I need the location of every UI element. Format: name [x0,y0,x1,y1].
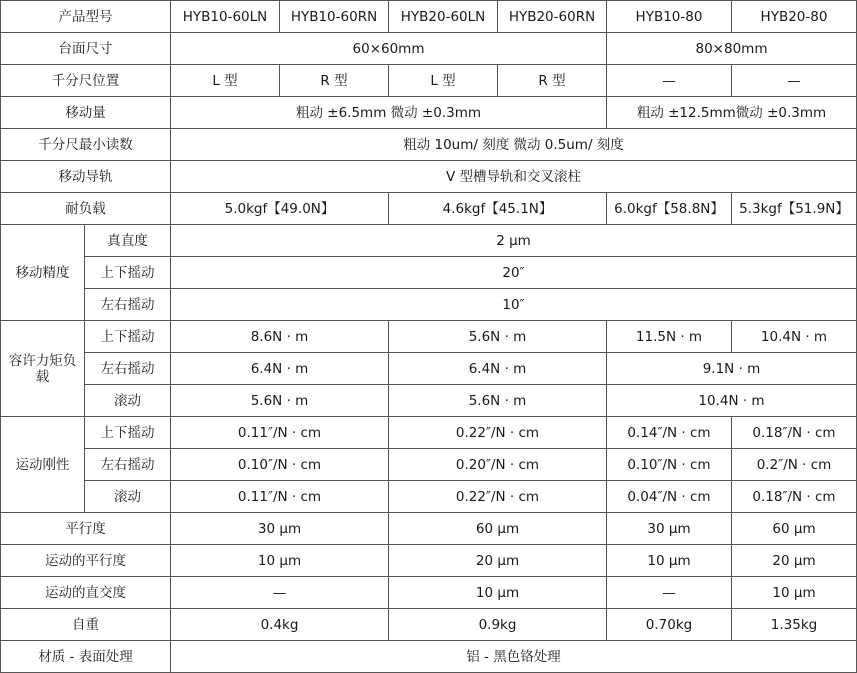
value-cell: 0.20″/N · cm [389,449,607,481]
value-cell: 粗动 ±12.5mm微动 ±0.3mm [607,97,857,129]
value-cell: — [607,577,732,609]
value-cell: 6.4N · m [171,353,389,385]
row-motion-orthogonality [1,577,857,609]
label-weight: 自重 [1,609,171,641]
model-cell: HYB10-80 [607,1,732,33]
label-table-size: 台面尺寸 [1,33,171,65]
value-cell: 10 μm [607,545,732,577]
row-parallelism [1,513,857,545]
value-cell: 20 μm [732,545,857,577]
label-guide: 移动导轨 [1,161,171,193]
value-cell: 20 μm [389,545,607,577]
row-moment-yaw [1,353,857,385]
value-cell: 60 μm [389,513,607,545]
row-material [1,641,857,673]
value-cell: 30 μm [171,513,389,545]
row-weight [1,609,857,641]
value-cell: 6.0kgf【58.8N】 [607,193,732,225]
value-cell: 0.70kg [607,609,732,641]
value-cell: 0.2″/N · cm [732,449,857,481]
row-rigidity-yaw [1,449,857,481]
value-cell: — [607,65,732,97]
model-cell: HYB20-60LN [389,1,498,33]
value-cell: 0.18″/N · cm [732,417,857,449]
value-cell: 0.04″/N · cm [607,481,732,513]
value-cell: V 型槽导轨和交叉滚柱 [171,161,857,193]
value-cell: 0.22″/N · cm [389,417,607,449]
model-cell: HYB10-60RN [280,1,389,33]
row-load [1,193,857,225]
value-cell: 30 μm [607,513,732,545]
value-cell: R 型 [498,65,607,97]
label-parallelism: 平行度 [1,513,171,545]
label-product-model: 产品型号 [1,1,171,33]
value-cell: 0.10″/N · cm [171,449,389,481]
row-accuracy-pitch [1,257,857,289]
label-material: 材质 - 表面处理 [1,641,171,673]
value-cell: 5.6N · m [389,321,607,353]
label-motion-parallelism: 运动的平行度 [1,545,171,577]
value-cell: 6.4N · m [389,353,607,385]
value-cell: — [732,65,857,97]
value-cell: 0.9kg [389,609,607,641]
row-motion-parallelism [1,545,857,577]
value-cell: 0.14″/N · cm [607,417,732,449]
sub-label: 左右摇动 [85,289,171,321]
sub-label: 左右摇动 [85,353,171,385]
row-micrometer-position [1,65,857,97]
model-cell: HYB20-80 [732,1,857,33]
value-cell: 60×60mm [171,33,607,65]
label-rigidity-group: 运动刚性 [1,417,85,513]
value-cell: 5.0kgf【49.0N】 [171,193,389,225]
model-cell: HYB10-60LN [171,1,280,33]
row-rigidity-roll [1,481,857,513]
value-cell: 9.1N · m [607,353,857,385]
value-cell: 10.4N · m [607,385,857,417]
value-cell: 10 μm [171,545,389,577]
value-cell: 80×80mm [607,33,857,65]
value-cell: 粗动 10um/ 刻度 微动 0.5um/ 刻度 [171,129,857,161]
sub-label: 滚动 [85,385,171,417]
sub-label: 左右摇动 [85,449,171,481]
value-cell: 0.11″/N · cm [171,417,389,449]
value-cell: 4.6kgf【45.1N】 [389,193,607,225]
value-cell: 10 μm [389,577,607,609]
value-cell: 0.18″/N · cm [732,481,857,513]
value-cell: 10 μm [732,577,857,609]
row-travel [1,97,857,129]
value-cell: 5.3kgf【51.9N】 [732,193,857,225]
value-cell: — [171,577,389,609]
row-guide [1,161,857,193]
value-cell: 0.4kg [171,609,389,641]
label-load: 耐负载 [1,193,171,225]
value-cell: 0.11″/N · cm [171,481,389,513]
sub-label: 滚动 [85,481,171,513]
value-cell: R 型 [280,65,389,97]
value-cell: 8.6N · m [171,321,389,353]
sub-label: 上下摇动 [85,257,171,289]
label-min-reading: 千分尺最小读数 [1,129,171,161]
sub-label: 上下摇动 [85,321,171,353]
row-rigidity-pitch [1,417,857,449]
row-accuracy-straightness [1,225,857,257]
value-cell: 10.4N · m [732,321,857,353]
value-cell: 20″ [171,257,857,289]
row-moment-roll [1,385,857,417]
value-cell: 0.22″/N · cm [389,481,607,513]
row-accuracy-yaw [1,289,857,321]
value-cell: 0.10″/N · cm [607,449,732,481]
value-cell: 2 μm [171,225,857,257]
row-table-size [1,33,857,65]
value-cell: L 型 [389,65,498,97]
label-micrometer-position: 千分尺位置 [1,65,171,97]
value-cell: 60 μm [732,513,857,545]
label-accuracy-group: 移动精度 [1,225,85,321]
label-moment-group: 容许力矩负载 [1,321,85,417]
sub-label: 真直度 [85,225,171,257]
label-motion-orthogonality: 运动的直交度 [1,577,171,609]
value-cell: L 型 [171,65,280,97]
row-moment-pitch [1,321,857,353]
value-cell: 11.5N · m [607,321,732,353]
value-cell: 铝 - 黑色铬处理 [171,641,857,673]
sub-label: 上下摇动 [85,417,171,449]
label-travel: 移动量 [1,97,171,129]
model-cell: HYB20-60RN [498,1,607,33]
value-cell: 5.6N · m [389,385,607,417]
value-cell: 粗动 ±6.5mm 微动 ±0.3mm [171,97,607,129]
row-product-model [1,1,857,33]
value-cell: 10″ [171,289,857,321]
value-cell: 1.35kg [732,609,857,641]
row-min-reading [1,129,857,161]
value-cell: 5.6N · m [171,385,389,417]
